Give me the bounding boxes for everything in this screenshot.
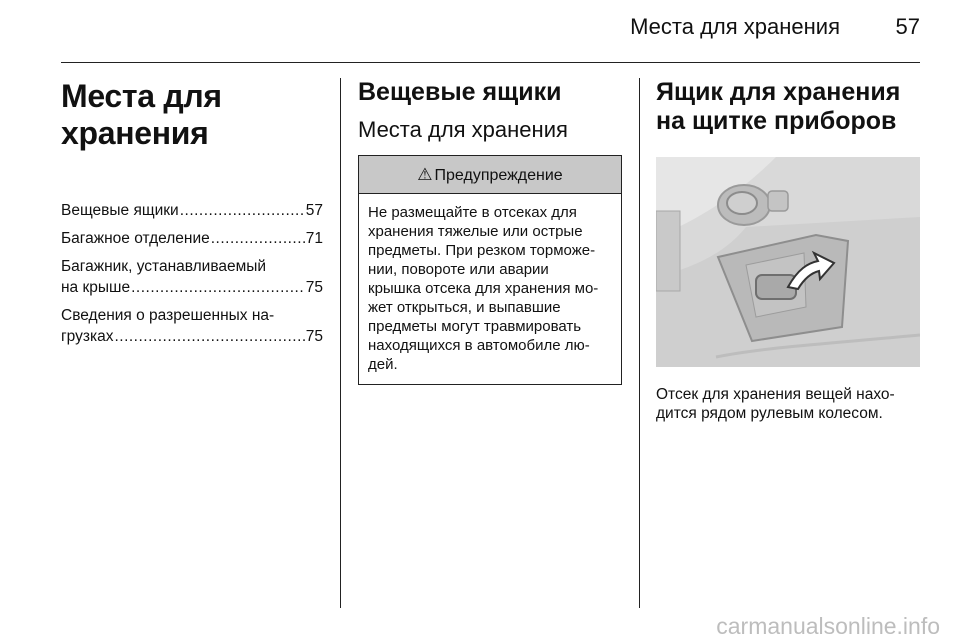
warning-line: крышка отсека для хранения мо-	[368, 280, 599, 297]
section-title-dashboard-storage: Ящик для хранения на щитке приборов	[656, 78, 901, 135]
warning-line: хранения тяжелые или острые	[368, 223, 583, 240]
toc-leader-dots	[180, 200, 305, 221]
toc-page-number: 75	[305, 328, 323, 345]
storage-compartment-illustration	[656, 157, 920, 367]
toc-line	[61, 256, 323, 277]
toc-entry[interactable]	[61, 228, 323, 249]
warning-line: находящихся в автомобиле лю-	[368, 337, 590, 354]
toc-page-number: 57	[305, 202, 323, 219]
warning-heading: Предупреждение	[434, 167, 563, 184]
header-rule	[61, 62, 920, 63]
toc-leader-dots	[114, 326, 304, 347]
toc-leader-dots	[131, 277, 305, 298]
running-header-title: Места для хранения	[630, 14, 840, 39]
dashboard-storage-section	[656, 78, 920, 423]
toc-entry-title: Вещевые ящики	[61, 202, 179, 219]
toc-entry[interactable]	[61, 256, 323, 298]
glovebox-section	[358, 78, 622, 385]
warning-text	[359, 194, 621, 384]
table-of-contents	[61, 200, 323, 347]
warning-line: жет открыться, и выпавшие	[368, 299, 561, 316]
illustration-caption	[656, 385, 920, 423]
page-number: 57	[895, 14, 920, 39]
warning-header	[359, 156, 621, 194]
toc-line	[61, 305, 323, 326]
toc-entry-title: Багажник, устанавливаемый	[61, 258, 267, 275]
warning-line: предметы. При резком торможе-	[368, 242, 596, 259]
column-divider-1	[340, 78, 341, 608]
toc-entry[interactable]	[61, 200, 323, 221]
watermark: carmanualsonline.info	[716, 613, 940, 639]
toc-line	[61, 228, 323, 249]
warning-line: предметы могут травмировать	[368, 318, 582, 335]
toc-page-number: 71	[305, 230, 323, 247]
toc-line	[61, 200, 323, 221]
warning-box	[358, 155, 622, 385]
toc-entry-title: на крыше	[61, 279, 131, 296]
warning-line: Не размещайте в отсеках для	[368, 204, 577, 221]
warning-line: дей.	[368, 356, 398, 373]
toc-entry-title: Сведения о разрешенных на-	[61, 307, 275, 324]
subsection-title: Места для хранения	[358, 117, 568, 142]
toc-entry-title: грузках	[61, 328, 114, 345]
toc-entry-title: Багажное отделение	[61, 230, 210, 247]
chapter-title: Места для хранения	[61, 78, 222, 151]
toc-line	[61, 326, 323, 347]
toc-leader-dots	[211, 228, 305, 249]
chapter-column	[61, 78, 323, 354]
warning-triangle-icon: ⚠	[417, 165, 433, 184]
caption-line: дится рядом рулевым колесом.	[656, 405, 883, 422]
caption-line: Отсек для хранения вещей нахо-	[656, 386, 895, 403]
toc-line	[61, 277, 323, 298]
column-divider-2	[639, 78, 640, 608]
toc-entry[interactable]	[61, 305, 323, 347]
warning-line: нии, повороте или аварии	[368, 261, 549, 278]
toc-page-number: 75	[305, 279, 323, 296]
section-title: Вещевые ящики	[358, 78, 562, 106]
